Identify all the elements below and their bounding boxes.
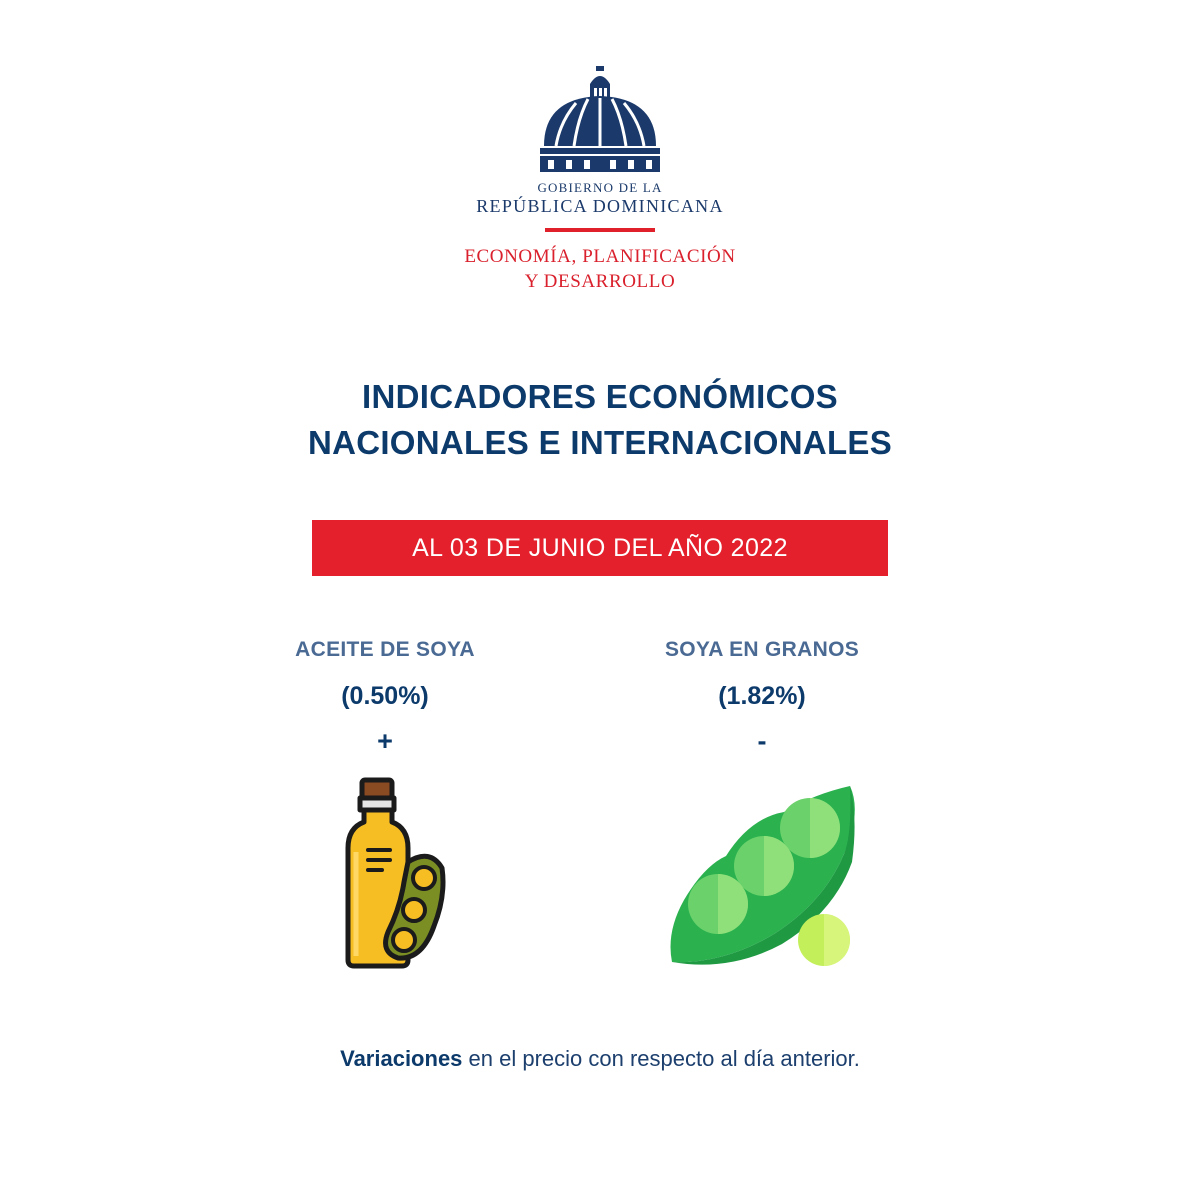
soybean-pod-icon	[664, 782, 860, 974]
title-line-1: INDICADORES ECONÓMICOS	[362, 378, 838, 415]
footer-note	[0, 1046, 1200, 1072]
divider	[545, 228, 655, 232]
title-line-2: NACIONALES E INTERNACIONALES	[307, 424, 893, 461]
government-label: GOBIERNO DE LA	[537, 180, 663, 195]
indicator-variation-soy: (1.82%)	[718, 682, 806, 710]
indicator-sign-oil: +	[377, 726, 393, 756]
date-banner: AL 03 DE JUNIO DEL AÑO 2022	[312, 520, 888, 576]
capitol-dome-icon	[530, 62, 670, 182]
ministry-line-2: Y DESARROLLO	[524, 271, 676, 292]
indicator-sign-soy: -	[757, 726, 767, 756]
soybean-oil-bottle-icon	[330, 776, 460, 972]
indicator-name-oil: ACEITE DE SOYA	[295, 638, 475, 661]
indicator-name-soy: SOYA EN GRANOS	[664, 638, 860, 661]
footer-text: en el precio con respecto al día anterior.	[462, 1046, 860, 1071]
indicator-variation-oil: (0.50%)	[341, 682, 429, 710]
ministry-name	[0, 244, 1200, 294]
government-logo	[530, 62, 670, 182]
country-label: REPÚBLICA DOMINICANA	[476, 196, 724, 216]
ministry-line-1: ECONOMÍA, PLANIFICACIÓN	[464, 246, 736, 267]
footer-emphasis: Variaciones	[340, 1046, 463, 1071]
page-title	[0, 374, 1200, 466]
